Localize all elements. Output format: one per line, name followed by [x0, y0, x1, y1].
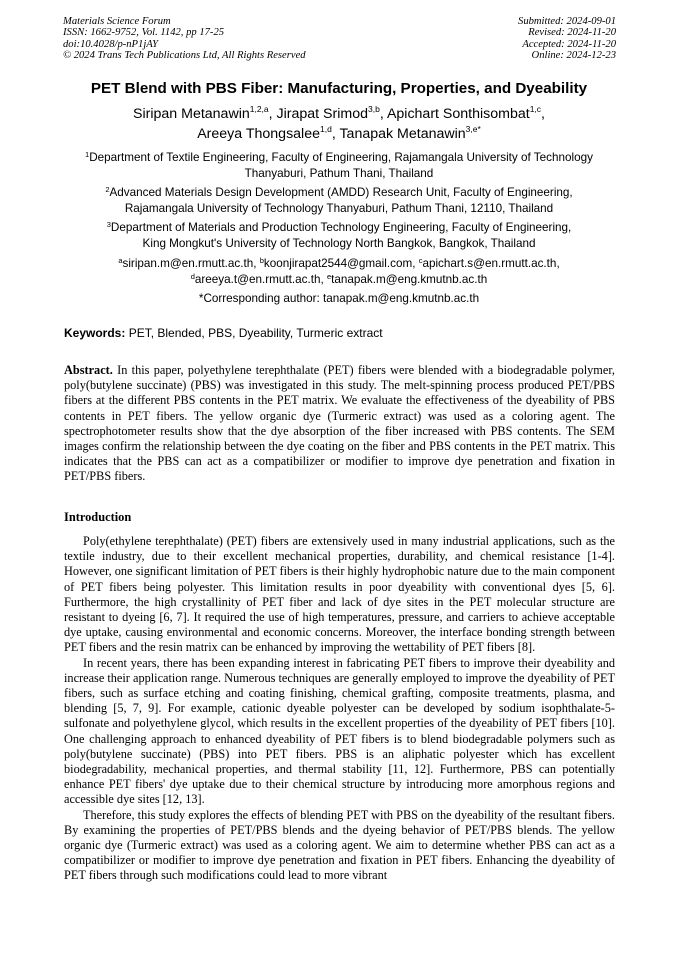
author-name: Jirapat Srimod	[276, 106, 368, 122]
author-affiliation-marker: 1,d	[320, 123, 332, 134]
corresponding-author: *Corresponding author: tanapak.m@eng.kmutnb.ac.th	[198, 292, 480, 305]
email-marker: a	[118, 256, 123, 265]
journal-doi[interactable]: doi:10.4028/p-nP1jAY	[63, 38, 159, 50]
abstract-text: In this paper, polyethylene terephthalate (PET) fibers were blended with a biodegradable polymer, poly(butylene succinate) (PBS) was investigated in this study. The melt-spinning process produced PET/PBS fibers at the different PBS contents in the PET matrix. We evaluate the effectiveness of the dyeability of PBS contents in PET fibers. The yellow organic dye (Turmeric extract) was used as a coloring agent. The spectrophotometer results show that the dye absorption of the fiber increased with PBS contents. The SEM images confirm the relationship between the dye coating on the fiber and PBS contents in the PET matrix. This indicates that the PBS can act as a compatibilizer or modifier to improve dye penetration and fixation in PET/PBS fibers.	[64, 363, 615, 484]
keywords-label: Keywords:	[64, 326, 126, 340]
abstract	[64, 363, 615, 485]
journal-name: Materials Science Forum	[63, 16, 171, 27]
journal-issn: ISSN: 1662-9752, Vol. 1142, pp 17-25	[63, 27, 225, 39]
affiliation	[40, 220, 638, 251]
date-online: Online: 2024-12-23	[531, 49, 616, 61]
author-affiliation-marker: 3,b	[368, 104, 380, 114]
keywords-text: PET, Blended, PBS, Dyeability, Turmeric extract	[128, 326, 383, 340]
author-affiliation-marker: 3,e*	[465, 123, 481, 134]
author-line: Siripan Metanawin$^{1,2,a}$, Jirapat Srimod$^{3,b}$, Apichart Sonthisombat$^{1,c}$,	[133, 104, 545, 122]
affiliation-line: King Mongkut's University of Technology North Bangkok, Bangkok, Thailand	[142, 236, 536, 250]
email-marker: b	[259, 256, 264, 265]
paper-title: PET Blend with PBS Fiber: Manufacturing, Properties, and Dyeability	[90, 80, 588, 97]
affiliation-line: Department of Materials and Production Technology Engineering, Faculty of Engineering,	[110, 221, 572, 234]
author-list	[40, 105, 638, 144]
author-line: Areeya Thongsalee$^{1,d}$, Tanapak Metanawin$^{3,e*}$	[197, 123, 481, 142]
journal-copyright: © 2024 Trans Tech Publications Ltd, All Rights Reserved	[63, 49, 306, 61]
paragraph: Therefore, this study explores the effects of blending PET with PBS on the dyeability of the resultant fibers. By examining the properties of PET/PBS blends and the dyeing behavior of PET/PBS blends. The yellow organic dye (Turmeric extract) was used as a coloring agent. We aim to determine whether PBS can act as a compatibilizer or modifier to improve dye penetration and fixation in PET fibers. Enhancing the dyeability of PET fibers through such modifications could lead to more vibrant	[64, 807, 615, 883]
email-link[interactable]: koonjirapat2544@gmail.com	[263, 257, 413, 270]
email-marker: d	[190, 271, 195, 281]
affiliation	[40, 150, 638, 181]
author-name: Apichart Sonthisombat	[386, 106, 530, 122]
author-name: Areeya Thongsalee	[197, 125, 320, 142]
keywords	[64, 326, 614, 340]
email-link[interactable]: siripan.m@en.rmutt.ac.th	[122, 257, 254, 270]
date-submitted: Submitted: 2024-09-01	[518, 16, 616, 27]
affiliation-line: Department of Textile Engineering, Faculty of Engineering, Rajamangala University of Technology	[89, 151, 593, 164]
author-name: Tanapak Metanawin	[339, 125, 466, 142]
affiliation-line: Advanced Materials Design Development (AMDD) Research Unit, Faculty of Engineering,	[109, 186, 573, 199]
affiliation-line: Rajamangala University of Technology Thanyaburi, Pathum Thani, 12110, Thailand	[124, 201, 554, 215]
section-heading-introduction: Introduction	[64, 510, 132, 524]
affiliation-line: Thanyaburi, Pathum Thani, Thailand	[244, 166, 434, 180]
affiliation-marker: 1	[85, 150, 90, 159]
email-marker: e	[326, 271, 332, 281]
introduction-body	[64, 534, 615, 884]
author-affiliation-marker: 1,2,a	[249, 104, 269, 114]
email-link[interactable]: areeya.t@en.rmutt.ac.th	[194, 272, 321, 286]
journal-info	[63, 16, 306, 61]
date-revised: Revised: 2024-11-20	[528, 27, 616, 39]
affiliation-marker: 2	[105, 185, 110, 194]
publication-dates	[518, 16, 616, 61]
author-affiliation-marker: 1,c	[529, 104, 542, 114]
affiliation	[40, 185, 638, 216]
date-accepted: Accepted: 2024-11-20	[522, 38, 616, 50]
author-name: Siripan Metanawin	[133, 106, 250, 122]
email-marker: c	[418, 256, 423, 265]
email-link[interactable]: apichart.s@en.rmutt.ac.th	[422, 257, 557, 270]
email-link[interactable]: tanapak.m@eng.kmutnb.ac.th	[331, 272, 488, 286]
affiliation-marker: 3	[106, 220, 111, 229]
email-list: $^a$siripan.m@en.rmutt.ac.th, $^b$koonjirapat2544@gmail.com, $^c$apichart.s@en.rmutt.ac.th, $^d$areeya.t@en.rmutt.ac.th, $^e$tanapak.m@eng.kmutnb.ac.th	[118, 256, 560, 286]
paragraph: Poly(ethylene terephthalate) (PET) fibers are extensively used in many industrial applications, such as the textile industry, due to their excellent mechanical properties, durability, and chemical resistance [1-4]. However, one significant limitation of PET fibers is their highly hydrophobic nature due to the main component of PET fibers being polyester. This limitation results in poor dyeability with conventional dyes [5, 6]. Furthermore, the high crystallinity of PET fiber and lack of dye sites in the PET molecular structure are resistant to dyeing [6, 7]. It required the use of high temperatures, pressure, and carriers to achieve acceptable dye uptake, causing environmental and economic concerns. Moreover, the interface bonding strength between PET fibers and the resin matrix can be enhanced by improving the wettability of PET fibers [8].	[64, 534, 615, 655]
paragraph: In recent years, there has been expanding interest in fabricating PET fibers to improve their dyeability and increase their application range. Numerous techniques are generally employed to improve the dyeability of PET fibers, such as surface etching and coating finishing, chemical grafting, composite treatments, plasma, and blending [5, 7, 9]. For example, cationic dyeable polyester can be developed by sodium isophthalate-5-sulfonate and polyethylene glycol, which results in the excellent properties of the dyeability of PET fibers [10]. One challenging approach to enhanced dyeability of PET fibers is to blend biodegradable polymers such as poly(butylene succinate) (PBS) into PET fibers. PBS is an aliphatic polyester which has excellent biodegradability, mechanical properties, and thermal stability [11, 12]. Furthermore, PBS can potentially enhance PET fibers' dye uptake due to their chemical structure by introducing more amorphous regions and accessible dye sites [12, 13].	[64, 655, 615, 807]
abstract-label: Abstract.	[64, 363, 113, 377]
